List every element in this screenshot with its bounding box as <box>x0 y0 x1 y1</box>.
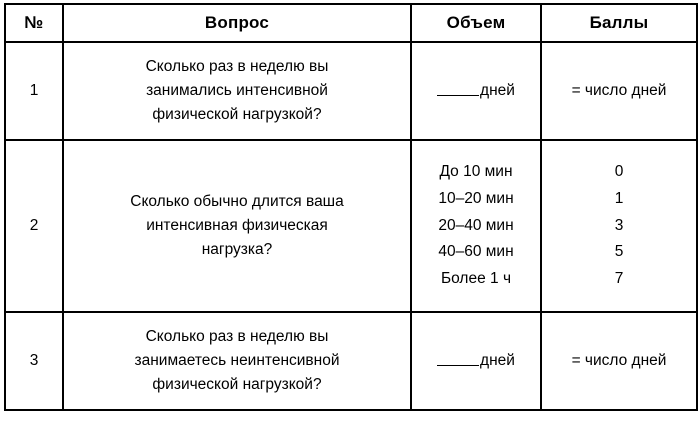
row-points <box>541 140 697 312</box>
question-line: Сколько раз в неделю вы <box>145 57 329 75</box>
row-question <box>63 140 411 312</box>
row-question <box>63 312 411 410</box>
column-header-question: Вопрос <box>63 4 411 42</box>
row-points: = число дней <box>541 312 697 410</box>
row-number: 1 <box>5 42 63 140</box>
row-volume <box>411 312 541 410</box>
row-number: 3 <box>5 312 63 410</box>
question-text <box>64 55 410 127</box>
question-line: занимались интенсивной <box>146 81 328 99</box>
table-header <box>5 4 697 42</box>
question-line: Сколько обычно длится ваша <box>130 192 344 210</box>
fill-in-blank[interactable] <box>437 351 479 365</box>
volume-unit-label: дней <box>480 352 515 370</box>
volume-option-list <box>412 159 540 292</box>
points-value: 3 <box>614 216 624 234</box>
question-line: Сколько раз в неделю вы <box>145 327 329 345</box>
row-points: = число дней <box>541 42 697 140</box>
table-row <box>5 42 697 140</box>
table-row <box>5 140 697 312</box>
header-row <box>5 4 697 42</box>
table-body <box>5 42 697 410</box>
fill-in-blank[interactable] <box>437 81 479 95</box>
volume-option[interactable]: Более 1 ч <box>440 269 512 287</box>
table-row <box>5 312 697 410</box>
volume-option[interactable]: 40–60 мин <box>438 243 514 261</box>
question-text <box>64 190 410 262</box>
volume-answer-blank <box>437 81 515 100</box>
question-line: занимаетесь неинтенсивной <box>134 351 340 369</box>
questionnaire-table <box>4 3 698 411</box>
row-question <box>63 42 411 140</box>
row-number: 2 <box>5 140 63 312</box>
volume-option[interactable]: 10–20 мин <box>438 190 514 208</box>
question-line: физической нагрузкой? <box>152 376 322 393</box>
question-line: нагрузка? <box>201 241 273 258</box>
points-value: 7 <box>614 269 624 287</box>
column-header-number: № <box>5 4 63 42</box>
volume-unit-label: дней <box>480 82 515 100</box>
column-header-points: Баллы <box>541 4 697 42</box>
points-value: 0 <box>614 163 624 181</box>
question-line: интенсивная физическая <box>146 216 328 234</box>
row-volume <box>411 42 541 140</box>
questionnaire-table-page <box>0 3 700 434</box>
points-value-list <box>542 159 696 292</box>
volume-option[interactable]: До 10 мин <box>439 163 513 181</box>
volume-answer-blank <box>437 351 515 370</box>
question-line: физической нагрузкой? <box>152 106 322 123</box>
volume-option[interactable]: 20–40 мин <box>438 216 514 234</box>
question-text <box>64 325 410 397</box>
row-volume <box>411 140 541 312</box>
points-value: 1 <box>614 190 624 208</box>
column-header-volume: Объем <box>411 4 541 42</box>
points-value: 5 <box>614 243 624 261</box>
